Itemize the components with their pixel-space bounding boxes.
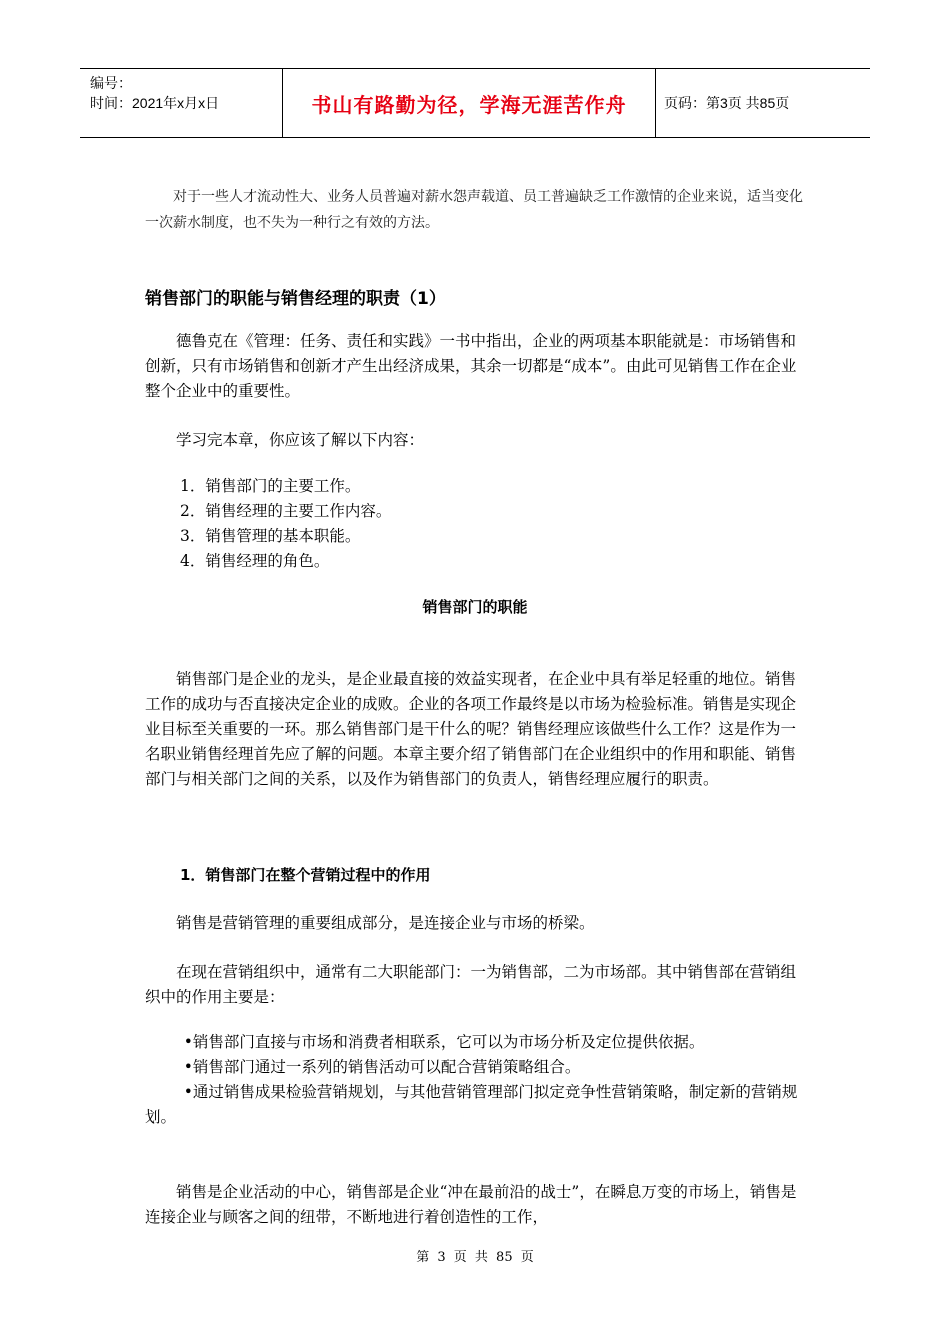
paragraph-bridge: 销售是营销管理的重要组成部分，是连接企业与市场的桥梁。 [176,914,595,932]
header-page-info: 页码：第3页 共85页 [664,95,790,111]
paragraph-center: 销售是企业活动的中心，销售部是企业“冲在最前沿的战士”，在瞬息万变的市场上，销售是连接企业与顾客之间的纽带，不断地进行着创造性的工作， [145,1183,797,1226]
list-item: 4．销售经理的角色。 [180,552,330,570]
point-title: 1．销售部门在整个营销过程中的作用 [180,866,431,884]
header-motto-cell [282,69,656,137]
bullet-item: •销售部门通过一系列的销售活动可以配合营销策略组合。 [183,1058,581,1076]
paragraph-dept: 销售部门是企业的龙头，是企业最直接的效益实现者，在企业中具有举足轻重的地位。销售工作的成功与否直接决定企业的成败。企业的各项工作最终是以市场为检验标准。销售是实现企业目标至关重要的一环。那么销售部门是干什么的呢？销售经理应该做些什么工作？这是作为一名职业销售经理首先应了解的问题。本章主要介绍了销售部门在企业组织中的作用和职能、销售部门与相关部门之间的关系，以及作为销售部门的负责人，销售经理应履行的职责。 [145,670,797,788]
header-date: 时间：2021年x月x日 [90,95,220,111]
role-bullets [145,1030,810,1130]
header-number: 编号： [90,75,132,91]
bullet-item: •通过销售成果检验营销规划，与其他营销管理部门拟定竞争性营销策略，制定新的营销规划。 [145,1083,798,1126]
paragraph-drucker: 德鲁克在《管理：任务、责任和实践》一书中指出，企业的两项基本职能就是：市场销售和创新，只有市场销售和创新才产生出经济成果，其余一切都是“成本”。由此可见销售工作在企业整个企业中的重要性。 [145,332,797,400]
intro-paragraph: 对于一些人才流动性大、业务人员普遍对薪水怨声载道、员工普遍缺乏工作激情的企业来说，适当变化一次薪水制度，也不失为一种行之有效的方法。 [145,189,803,231]
subsection-title: 销售部门的职能 [422,598,528,616]
list-item: 2．销售经理的主要工作内容。 [180,502,392,520]
list-item: 3．销售管理的基本职能。 [180,527,361,545]
bullet-item: •销售部门直接与市场和消费者相联系，它可以为市场分析及定位提供依据。 [183,1033,705,1051]
page-footer: 第 3 页 共 85 页 [416,1250,534,1265]
section-title: 销售部门的职能与销售经理的职责（1） [145,289,446,309]
paragraph-learn: 学习完本章，你应该了解以下内容： [176,431,425,449]
header-motto: 书山有路勤为径，学海无涯苦作舟 [311,92,627,117]
page-header [80,68,870,138]
paragraph-org: 在现在营销组织中，通常有二大职能部门：一为销售部，二为市场部。其中销售部在营销组织中的作用主要是： [145,963,797,1006]
learn-list [180,474,391,574]
list-item: 1．销售部门的主要工作。 [180,477,361,495]
header-meta [80,69,282,137]
